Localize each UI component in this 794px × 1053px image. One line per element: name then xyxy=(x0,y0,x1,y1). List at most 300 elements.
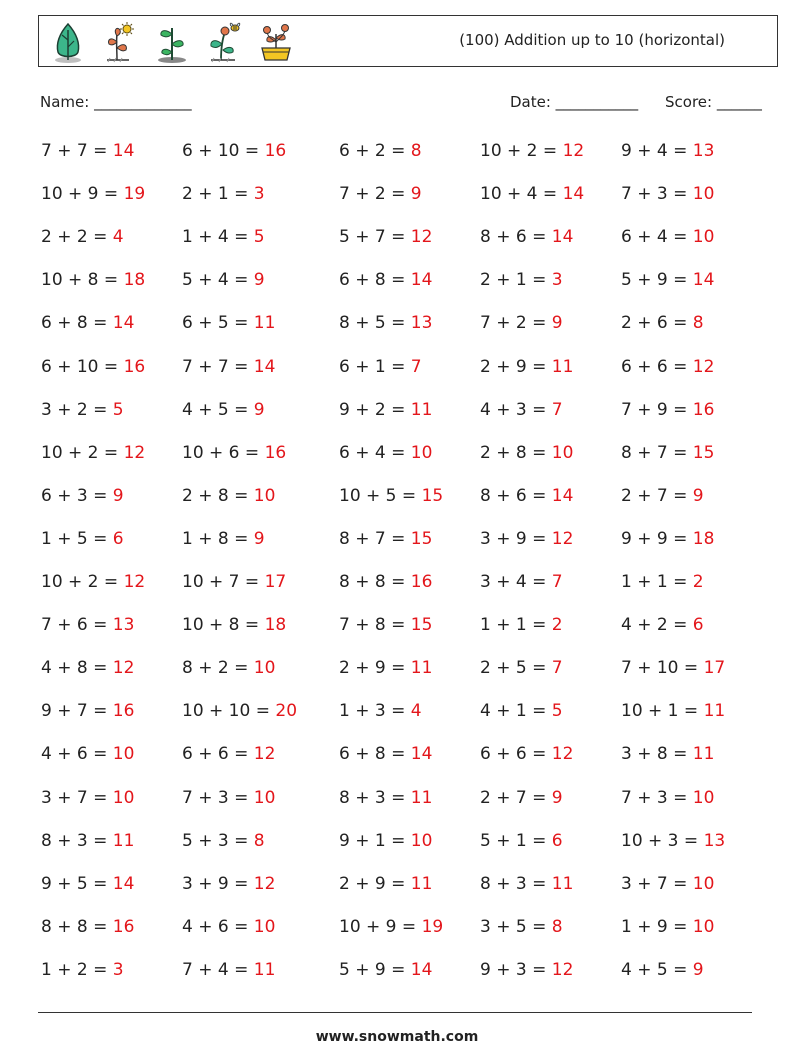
addition-problem xyxy=(182,227,265,247)
addition-problem xyxy=(41,486,124,506)
problem-expression: 5 + 4 = xyxy=(182,270,254,291)
problem-expression: 2 + 8 = xyxy=(480,442,552,463)
problem-answer: 10 xyxy=(410,830,433,851)
problem-expression: 8 + 3 = xyxy=(41,830,113,851)
problem-expression: 1 + 3 = xyxy=(339,701,411,722)
addition-problem xyxy=(41,658,134,678)
problem-expression: 6 + 10 = xyxy=(182,141,265,161)
problem-expression: 10 + 10 = xyxy=(182,701,276,722)
addition-problem xyxy=(339,141,422,161)
addition-problem xyxy=(339,400,432,420)
problem-expression: 2 + 6 = xyxy=(621,313,693,334)
addition-problem xyxy=(480,141,584,161)
problem-expression: 2 + 7 = xyxy=(621,485,693,506)
problem-answer: 6 xyxy=(112,528,124,549)
problem-expression: 3 + 8 = xyxy=(621,744,693,765)
problem-expression: 1 + 1 = xyxy=(621,572,693,592)
problem-answer: 15 xyxy=(421,485,444,506)
problem-answer: 11 xyxy=(410,658,433,679)
addition-problem xyxy=(41,227,124,247)
addition-problem xyxy=(41,529,124,549)
problem-expression: 10 + 9 = xyxy=(41,184,124,205)
addition-problem xyxy=(339,788,432,808)
problem-answer: 12 xyxy=(123,572,146,592)
problem-answer: 8 xyxy=(410,141,422,161)
problem-expression: 6 + 6 = xyxy=(480,744,552,765)
problem-answer: 2 xyxy=(551,615,563,636)
problem-expression: 10 + 8 = xyxy=(41,270,124,291)
problem-answer: 12 xyxy=(253,873,276,894)
problem-answer: 11 xyxy=(551,873,574,894)
problem-answer: 7 xyxy=(410,356,422,377)
problem-expression: 10 + 2 = xyxy=(41,442,124,463)
problem-answer: 6 xyxy=(692,615,704,636)
addition-problem xyxy=(339,658,432,678)
problem-answer: 16 xyxy=(112,916,135,937)
problem-answer: 9 xyxy=(253,399,265,420)
problem-answer: 19 xyxy=(123,184,146,205)
problem-expression: 7 + 7 = xyxy=(182,356,254,377)
problem-expression: 2 + 2 = xyxy=(41,227,113,248)
problem-expression: 4 + 2 = xyxy=(621,615,693,636)
problem-expression: 2 + 9 = xyxy=(339,873,411,894)
problem-expression: 6 + 10 = xyxy=(41,356,124,377)
addition-problem xyxy=(621,313,704,333)
problem-expression: 6 + 8 = xyxy=(41,313,113,334)
worksheet-title: (100) Addition up to 10 (horizontal) xyxy=(459,31,725,49)
problem-answer: 10 xyxy=(112,744,135,765)
problem-answer: 9 xyxy=(551,313,563,334)
addition-problem xyxy=(41,357,145,377)
addition-problem xyxy=(182,831,265,851)
addition-problem xyxy=(41,443,145,463)
problem-expression: 5 + 9 = xyxy=(621,270,693,291)
problem-expression: 7 + 8 = xyxy=(339,615,411,636)
problem-expression: 7 + 4 = xyxy=(182,959,254,980)
problem-expression: 6 + 5 = xyxy=(182,313,254,334)
problem-answer: 12 xyxy=(551,528,574,549)
addition-problem xyxy=(480,831,563,851)
problem-expression: 2 + 1 = xyxy=(480,270,552,291)
problem-answer: 5 xyxy=(551,701,563,722)
problem-expression: 8 + 8 = xyxy=(41,916,113,937)
problem-answer: 11 xyxy=(112,830,135,851)
flower-bee-icon xyxy=(203,20,245,64)
problem-answer: 13 xyxy=(703,830,726,851)
addition-problem xyxy=(621,227,714,247)
addition-problem xyxy=(339,874,432,894)
addition-problem xyxy=(41,788,134,808)
addition-problem xyxy=(41,831,134,851)
problem-expression: 4 + 6 = xyxy=(41,744,113,765)
addition-problem xyxy=(621,270,714,290)
problem-expression: 10 + 6 = xyxy=(182,442,265,463)
problem-answer: 5 xyxy=(253,227,265,248)
addition-problem xyxy=(621,141,714,161)
problem-expression: 7 + 2 = xyxy=(339,184,411,205)
problem-answer: 16 xyxy=(264,442,287,463)
footer-url: www.snowmath.com xyxy=(315,1029,479,1045)
problem-expression: 6 + 6 = xyxy=(621,356,693,377)
addition-problem xyxy=(339,270,432,290)
flower-sun-icon xyxy=(99,20,141,64)
addition-problem xyxy=(480,400,563,420)
problem-expression: 6 + 4 = xyxy=(621,227,693,248)
problem-answer: 10 xyxy=(692,787,715,808)
problem-answer: 10 xyxy=(692,873,715,894)
problem-expression: 8 + 6 = xyxy=(480,227,552,248)
addition-problem xyxy=(480,486,573,506)
addition-problem xyxy=(339,701,422,721)
header-box xyxy=(38,15,778,67)
problem-expression: 3 + 9 = xyxy=(480,528,552,549)
addition-problem xyxy=(41,874,134,894)
addition-problem xyxy=(621,701,725,721)
addition-problem xyxy=(480,313,563,333)
problem-expression: 1 + 9 = xyxy=(621,916,693,937)
problem-answer: 2 xyxy=(692,572,704,592)
addition-problem xyxy=(41,744,134,764)
problem-expression: 1 + 4 = xyxy=(182,227,254,248)
addition-problem xyxy=(182,313,275,333)
addition-problem xyxy=(480,184,584,204)
problem-answer: 16 xyxy=(112,701,135,722)
problem-answer: 8 xyxy=(551,916,563,937)
addition-problem xyxy=(339,572,432,592)
problem-answer: 18 xyxy=(123,270,146,291)
problem-expression: 4 + 5 = xyxy=(621,959,693,980)
problem-expression: 8 + 6 = xyxy=(480,485,552,506)
problem-answer: 14 xyxy=(562,184,585,205)
problem-expression: 7 + 9 = xyxy=(621,399,693,420)
addition-problem xyxy=(182,572,286,592)
problem-answer: 11 xyxy=(253,313,276,334)
problem-expression: 8 + 2 = xyxy=(182,658,254,679)
problem-answer: 14 xyxy=(112,141,135,161)
addition-problem xyxy=(480,960,573,980)
addition-problem xyxy=(41,141,134,161)
tree-icon xyxy=(47,20,89,64)
addition-problem xyxy=(480,270,563,290)
score-field[interactable]: Score: ______ xyxy=(665,93,762,111)
problem-answer: 4 xyxy=(410,701,422,722)
addition-problem xyxy=(182,615,286,635)
problem-expression: 9 + 2 = xyxy=(339,399,411,420)
problem-expression: 2 + 7 = xyxy=(480,787,552,808)
addition-problem xyxy=(41,184,145,204)
problem-expression: 1 + 2 = xyxy=(41,959,113,980)
problem-expression: 10 + 3 = xyxy=(621,830,704,851)
problem-expression: 3 + 5 = xyxy=(480,916,552,937)
problem-expression: 4 + 3 = xyxy=(480,399,552,420)
problem-answer: 10 xyxy=(112,787,135,808)
addition-problem xyxy=(182,701,297,721)
problem-answer: 17 xyxy=(264,572,287,592)
problem-answer: 10 xyxy=(253,485,276,506)
addition-problem xyxy=(182,874,275,894)
problem-answer: 12 xyxy=(562,141,585,161)
problem-expression: 6 + 4 = xyxy=(339,442,411,463)
problem-expression: 3 + 2 = xyxy=(41,399,113,420)
problem-expression: 9 + 3 = xyxy=(480,959,552,980)
addition-problem xyxy=(339,744,432,764)
problem-expression: 2 + 9 = xyxy=(339,658,411,679)
problem-answer: 12 xyxy=(253,744,276,765)
problem-expression: 8 + 7 = xyxy=(621,442,693,463)
problem-answer: 14 xyxy=(112,873,135,894)
addition-problem xyxy=(182,400,265,420)
addition-problem xyxy=(182,788,275,808)
problem-answer: 10 xyxy=(692,184,715,205)
name-field[interactable]: Name: _____________ xyxy=(40,93,192,111)
problem-answer: 10 xyxy=(253,916,276,937)
addition-problem xyxy=(41,701,134,721)
problem-answer: 9 xyxy=(551,787,563,808)
problem-expression: 9 + 7 = xyxy=(41,701,113,722)
problem-answer: 14 xyxy=(410,959,433,980)
problem-expression: 10 + 9 = xyxy=(339,916,422,937)
student-info-row xyxy=(40,93,770,117)
problem-answer: 8 xyxy=(692,313,704,334)
problem-answer: 13 xyxy=(692,141,715,161)
problem-answer: 14 xyxy=(410,744,433,765)
problem-answer: 10 xyxy=(410,442,433,463)
problem-answer: 11 xyxy=(410,399,433,420)
addition-problem xyxy=(480,357,573,377)
problem-expression: 7 + 6 = xyxy=(41,615,113,636)
addition-problem xyxy=(621,572,704,592)
problem-answer: 18 xyxy=(264,615,287,636)
problem-answer: 9 xyxy=(410,184,422,205)
problem-answer: 14 xyxy=(253,356,276,377)
problem-expression: 1 + 8 = xyxy=(182,528,254,549)
problem-expression: 10 + 8 = xyxy=(182,615,265,636)
problem-answer: 9 xyxy=(253,270,265,291)
problem-answer: 14 xyxy=(551,485,574,506)
problem-answer: 10 xyxy=(253,658,276,679)
addition-problem xyxy=(339,486,443,506)
addition-problem xyxy=(182,270,265,290)
date-field[interactable]: Date: ___________ xyxy=(510,93,639,111)
addition-problem xyxy=(41,917,134,937)
problem-expression: 10 + 4 = xyxy=(480,184,563,205)
addition-problem xyxy=(41,572,145,592)
problem-expression: 10 + 2 = xyxy=(480,141,563,161)
problem-answer: 12 xyxy=(551,959,574,980)
problem-expression: 6 + 1 = xyxy=(339,356,411,377)
addition-problem xyxy=(621,357,714,377)
problem-answer: 14 xyxy=(410,270,433,291)
problem-answer: 9 xyxy=(692,485,704,506)
problem-expression: 4 + 6 = xyxy=(182,916,254,937)
addition-problem xyxy=(182,658,275,678)
addition-problem xyxy=(480,874,573,894)
problem-expression: 5 + 9 = xyxy=(339,959,411,980)
addition-problem xyxy=(480,917,563,937)
problem-answer: 12 xyxy=(410,227,433,248)
problem-answer: 11 xyxy=(703,701,726,722)
problem-expression: 9 + 4 = xyxy=(621,141,693,161)
problem-expression: 3 + 4 = xyxy=(480,572,552,592)
problem-answer: 10 xyxy=(692,916,715,937)
problem-expression: 10 + 1 = xyxy=(621,701,704,722)
addition-problem xyxy=(182,486,275,506)
problem-answer: 11 xyxy=(551,356,574,377)
problem-expression: 2 + 5 = xyxy=(480,658,552,679)
problem-answer: 14 xyxy=(112,313,135,334)
problem-answer: 9 xyxy=(692,959,704,980)
addition-problem xyxy=(339,357,422,377)
problem-answer: 5 xyxy=(112,399,124,420)
addition-problem xyxy=(339,184,422,204)
addition-problem xyxy=(480,701,563,721)
addition-problem xyxy=(480,529,573,549)
problem-expression: 2 + 9 = xyxy=(480,356,552,377)
problem-answer: 12 xyxy=(692,356,715,377)
problem-expression: 10 + 7 = xyxy=(182,572,265,592)
addition-problem xyxy=(182,744,275,764)
addition-problem xyxy=(621,443,714,463)
addition-problem xyxy=(621,486,704,506)
addition-problem xyxy=(621,917,714,937)
problem-expression: 6 + 2 = xyxy=(339,141,411,161)
problem-answer: 3 xyxy=(112,959,124,980)
problem-answer: 10 xyxy=(253,787,276,808)
problem-answer: 16 xyxy=(692,399,715,420)
addition-problem xyxy=(621,831,725,851)
problem-answer: 12 xyxy=(123,442,146,463)
problem-expression: 8 + 3 = xyxy=(480,873,552,894)
problem-answer: 11 xyxy=(410,873,433,894)
problem-answer: 8 xyxy=(253,830,265,851)
problem-expression: 3 + 7 = xyxy=(621,873,693,894)
problem-expression: 6 + 6 = xyxy=(182,744,254,765)
addition-problem xyxy=(41,615,134,635)
addition-problem xyxy=(339,443,432,463)
addition-problem xyxy=(480,658,563,678)
addition-problem xyxy=(621,788,714,808)
addition-problem xyxy=(339,313,432,333)
addition-problem xyxy=(339,960,432,980)
problem-answer: 13 xyxy=(112,615,135,636)
sprout-icon xyxy=(151,20,193,64)
addition-problem xyxy=(41,960,124,980)
problem-answer: 10 xyxy=(551,442,574,463)
problem-expression: 6 + 8 = xyxy=(339,744,411,765)
problem-answer: 3 xyxy=(551,270,563,291)
addition-problem xyxy=(480,443,573,463)
problem-answer: 11 xyxy=(692,744,715,765)
addition-problem xyxy=(621,874,714,894)
problem-expression: 6 + 3 = xyxy=(41,485,113,506)
addition-problem xyxy=(621,960,704,980)
problem-expression: 7 + 3 = xyxy=(621,184,693,205)
problem-answer: 11 xyxy=(410,787,433,808)
addition-problem xyxy=(339,529,432,549)
addition-problem xyxy=(182,357,275,377)
addition-problem xyxy=(182,184,265,204)
problem-answer: 14 xyxy=(692,270,715,291)
problem-answer: 7 xyxy=(551,572,563,592)
problem-answer: 3 xyxy=(253,184,265,205)
addition-problem xyxy=(182,443,286,463)
addition-problem xyxy=(621,744,714,764)
problem-answer: 12 xyxy=(112,658,135,679)
addition-problem xyxy=(339,917,443,937)
problem-answer: 7 xyxy=(551,399,563,420)
problem-expression: 3 + 7 = xyxy=(41,787,113,808)
problem-answer: 15 xyxy=(410,528,433,549)
problem-answer: 4 xyxy=(112,227,124,248)
addition-problem xyxy=(480,572,563,592)
problem-expression: 10 + 5 = xyxy=(339,485,422,506)
problem-expression: 4 + 8 = xyxy=(41,658,113,679)
addition-problem xyxy=(182,960,275,980)
problem-answer: 7 xyxy=(551,658,563,679)
problem-answer: 17 xyxy=(703,658,726,679)
problem-expression: 8 + 3 = xyxy=(339,787,411,808)
problem-expression: 9 + 9 = xyxy=(621,528,693,549)
potted-flower-icon xyxy=(255,20,297,64)
problem-answer: 9 xyxy=(253,528,265,549)
problem-expression: 9 + 5 = xyxy=(41,873,113,894)
addition-problem xyxy=(339,615,432,635)
problem-answer: 20 xyxy=(275,701,298,722)
addition-problem xyxy=(480,615,563,635)
problem-answer: 12 xyxy=(551,744,574,765)
problem-answer: 13 xyxy=(410,313,433,334)
addition-problem xyxy=(182,917,275,937)
addition-problem xyxy=(339,831,432,851)
addition-problem xyxy=(41,313,134,333)
problem-answer: 16 xyxy=(123,356,146,377)
problem-answer: 15 xyxy=(692,442,715,463)
problem-expression: 5 + 3 = xyxy=(182,830,254,851)
problem-answer: 9 xyxy=(112,485,124,506)
problem-answer: 19 xyxy=(421,916,444,937)
problem-expression: 1 + 5 = xyxy=(41,528,113,549)
problem-answer: 10 xyxy=(692,227,715,248)
problem-answer: 16 xyxy=(410,572,433,592)
problem-expression: 10 + 2 = xyxy=(41,572,124,592)
problem-answer: 15 xyxy=(410,615,433,636)
problem-expression: 6 + 8 = xyxy=(339,270,411,291)
problem-expression: 9 + 1 = xyxy=(339,830,411,851)
addition-problem xyxy=(182,529,265,549)
addition-problem xyxy=(480,744,573,764)
problem-expression: 2 + 8 = xyxy=(182,485,254,506)
addition-problem xyxy=(339,227,432,247)
addition-problem xyxy=(480,788,563,808)
addition-problem xyxy=(480,227,573,247)
header-icons xyxy=(47,20,297,64)
addition-problem xyxy=(182,141,286,161)
problem-expression: 5 + 1 = xyxy=(480,830,552,851)
addition-problem xyxy=(621,615,704,635)
addition-problem xyxy=(41,400,124,420)
problem-expression: 4 + 1 = xyxy=(480,701,552,722)
addition-problem xyxy=(41,270,145,290)
problem-expression: 3 + 9 = xyxy=(182,873,254,894)
problem-expression: 2 + 1 = xyxy=(182,184,254,205)
addition-problem xyxy=(621,529,714,549)
addition-problem xyxy=(621,400,714,420)
problem-expression: 7 + 7 = xyxy=(41,141,113,161)
problem-expression: 7 + 3 = xyxy=(621,787,693,808)
problem-answer: 14 xyxy=(551,227,574,248)
problem-expression: 4 + 5 = xyxy=(182,399,254,420)
problem-expression: 1 + 1 = xyxy=(480,615,552,636)
